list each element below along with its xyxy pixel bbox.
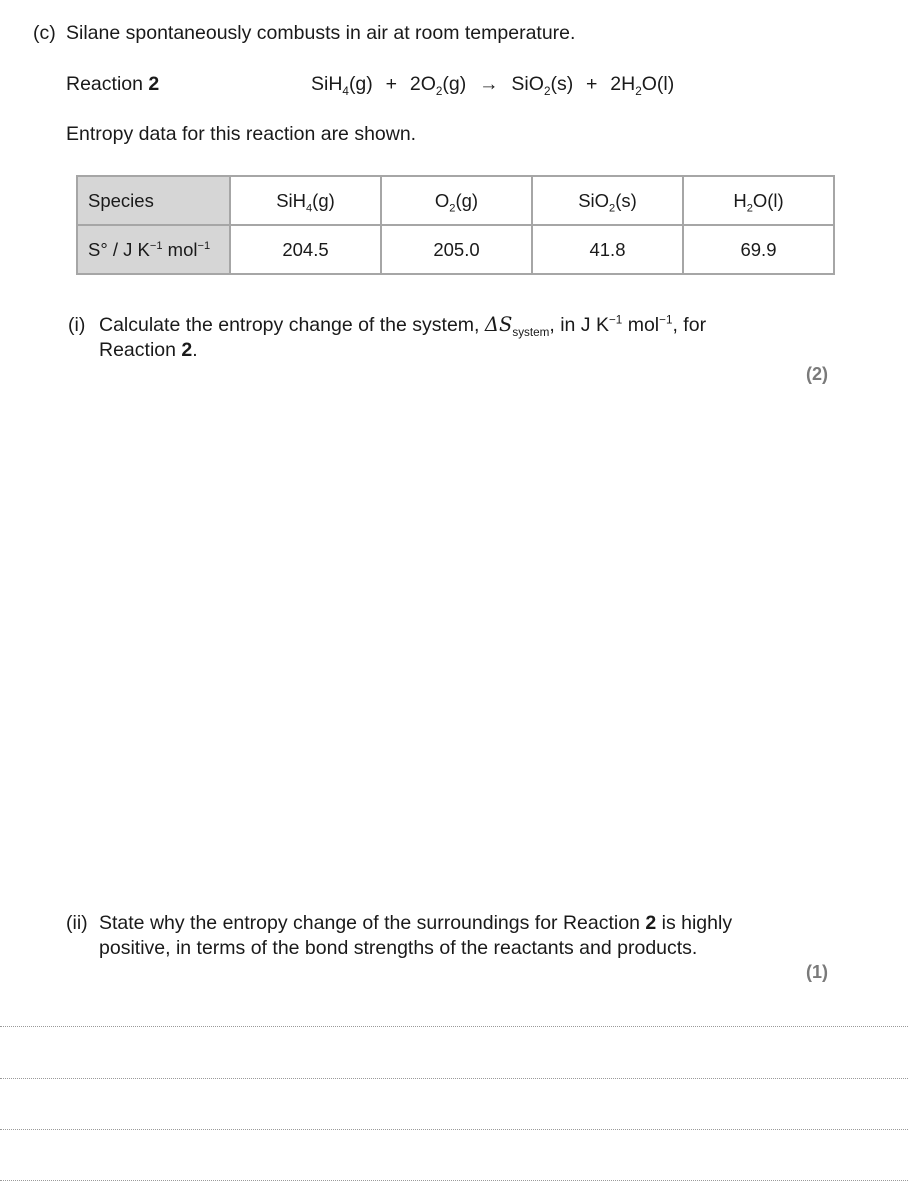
species-o2: $O_2(g)$: [381, 176, 532, 225]
answer-line[interactable]: [0, 1026, 908, 1027]
entropy-value-sih4: 204.5: [230, 225, 381, 274]
entropy-value-o2: 205.0: [381, 225, 532, 274]
table-row: [77, 225, 834, 274]
q2-line1: State why the entropy change of the surroundings for Reaction 2 is highly: [99, 912, 733, 934]
q1-label: (i): [68, 314, 86, 336]
answer-line[interactable]: [0, 1180, 908, 1181]
q1-marks: (2): [806, 364, 828, 384]
answer-line[interactable]: [0, 1129, 908, 1130]
reaction-equation: $SiH_4(g) + 2O_2(g) \to SiO_2(s) + 2H_2O(l)$: [311, 73, 675, 98]
part-c-label: (c): [33, 22, 56, 44]
part-c-text: Silane spontaneously combusts in air at room temperature.: [66, 22, 576, 44]
entropy-value-sio2: 41.8: [532, 225, 683, 274]
species-sio2: SiO$_2$(s): [532, 176, 683, 225]
species-h2o: $H_2O(l)$: [683, 176, 834, 225]
entropy-row-header: S° / J $K^{-1}$ mol$^{-1}$: [77, 225, 230, 274]
q2-marks: (1): [806, 962, 828, 982]
entropy-value-h2o: 69.9: [683, 225, 834, 274]
entropy-table: [76, 175, 835, 275]
reaction-label: Reaction 2: [66, 73, 160, 95]
q1-line2: Reaction 2.: [99, 339, 198, 361]
answer-line[interactable]: [0, 1078, 908, 1079]
species-header: Species: [77, 176, 230, 225]
q1-line1: Calculate the entropy change of the system, $\Delta S_{system}$, in J $K^{-1}$ mol$^{-1}$, for: [99, 313, 707, 339]
q2-label: (ii): [66, 912, 88, 934]
species-sih4: SiH$_4$(g): [230, 176, 381, 225]
q2-line2: positive, in terms of the bond strengths of the reactants and products.: [99, 937, 698, 959]
entropy-intro: Entropy data for this reaction are shown.: [66, 123, 417, 145]
table-row: [77, 176, 834, 225]
